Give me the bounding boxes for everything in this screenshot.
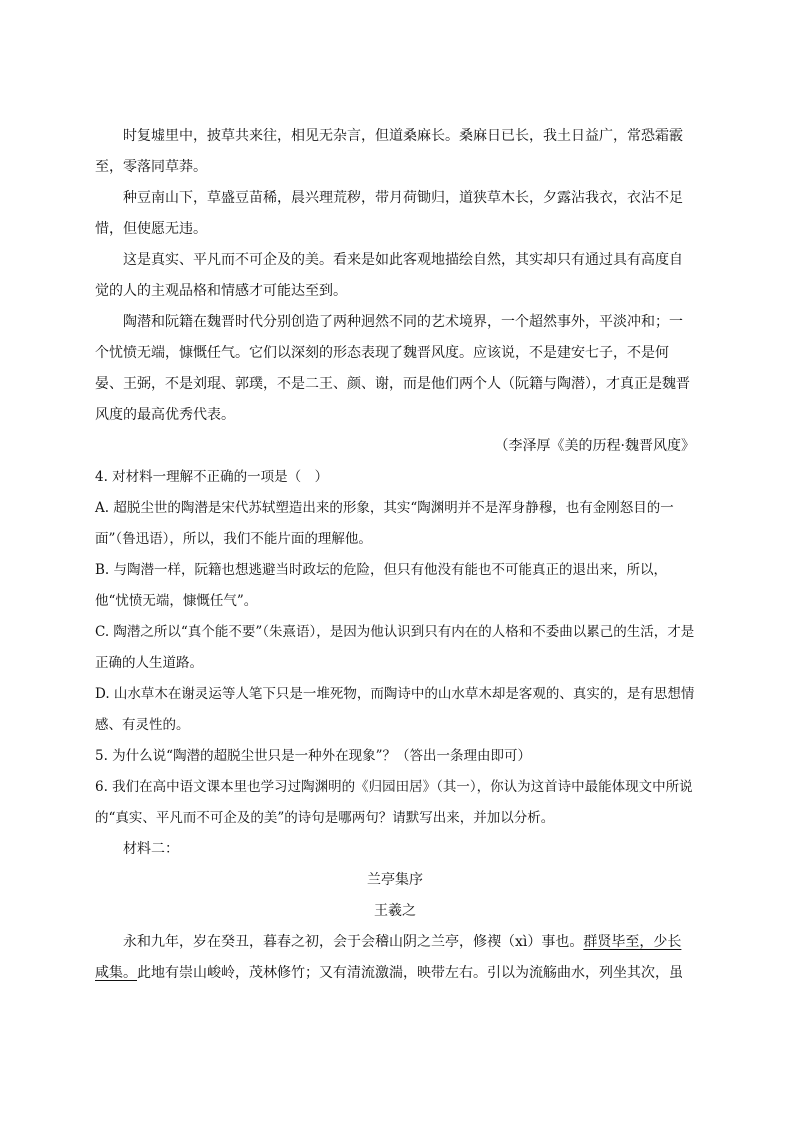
essay-text-before: 永和九年，岁在癸丑，暮春之初，会于会稽山阴之兰亭，修禊（xì）事也。 — [123, 934, 584, 950]
option-d: D. 山水草木在谢灵运等人笔下只是一堆死物，而陶诗中的山水草木却是客观的、真实的，是有思想情感、有灵性的。 — [95, 686, 695, 733]
essay-author: 王羲之 — [374, 903, 416, 919]
essay-opening — [95, 927, 695, 989]
option-b: B. 与陶潜一样，阮籍也想逃避当时政坛的危险，但只有他没有能也不可能真正的退出来，所以，他“忧愤无端，慷慨任气”。 — [95, 562, 668, 609]
poem-line-2: 种豆南山下，草盛豆苗稀，晨兴理荒秽，带月荷锄归，道狭草木长，夕露沾我衣，衣沾不足惜，但使愿无违。 — [95, 190, 683, 237]
question-5: 5. 为什么说“陶潜的超脱尘世只是一种外在现象”？（答出一条理由即可） — [95, 748, 531, 764]
material-2-heading: 材料二： — [123, 841, 179, 857]
poem-line-1: 时复墟里中，披草共来往，相见无杂言，但道桑麻长。桑麻日已长，我土日益广，常恐霜霰至，零落同草莽。 — [95, 128, 683, 175]
source-citation: （李泽厚《美的历程·魏晋风度》 — [494, 438, 695, 454]
paragraph-beauty: 这是真实、平凡而不可企及的美。看来是如此客观地描绘自然，其实却只有通过具有高度自觉的人的主观品格和情感才可能达至到。 — [95, 252, 683, 299]
option-a: A. 超脱尘世的陶潜是宋代苏轼塑造出来的形象，其实“陶渊明并不是浑身静穆，也有金刚怒目的一面”（鲁迅语），所以，我们不能片面的理解他。 — [95, 500, 674, 547]
question-4: 4. 对材料一理解不正确的一项是（ ） — [95, 469, 329, 485]
document-body — [95, 121, 695, 989]
essay-text-after: 此地有崇山峻岭，茂林修竹；又有清流激湍，映带左右。引以为流觞曲水，列坐其次，虽 — [137, 965, 683, 981]
option-c: C. 陶潜之所以“真个能不要”（朱熹语），是因为他认识到只有内在的人格和不委曲以累己的生活，才是正确的人生道路。 — [95, 624, 695, 671]
essay-underlined-phrase: 群贤毕至，少长咸集。 — [95, 934, 682, 981]
question-6: 6. 我们在高中语文课本里也学习过陶渊明的《归园田居》（其一），你认为这首诗中最能体现文中所说的“真实、平凡而不可企及的美”的诗句是哪两句？请默写出来，并加以分析。 — [95, 779, 693, 826]
paragraph-wei-jin: 陶潜和阮籍在魏晋时代分别创造了两种迥然不同的艺术境界，一个超然事外，平淡冲和；一个忧愤无端，慷慨任气。它们以深刻的形态表现了魏晋风度。应该说，不是建安七子，不是何晏、王弼，不是刘琨、郭璞，不是二王、颜、谢，而是他们两个人（阮籍与陶潜），才真正是魏晋风度的最高优秀代表。 — [95, 314, 690, 423]
essay-title: 兰亭集序 — [367, 872, 423, 888]
